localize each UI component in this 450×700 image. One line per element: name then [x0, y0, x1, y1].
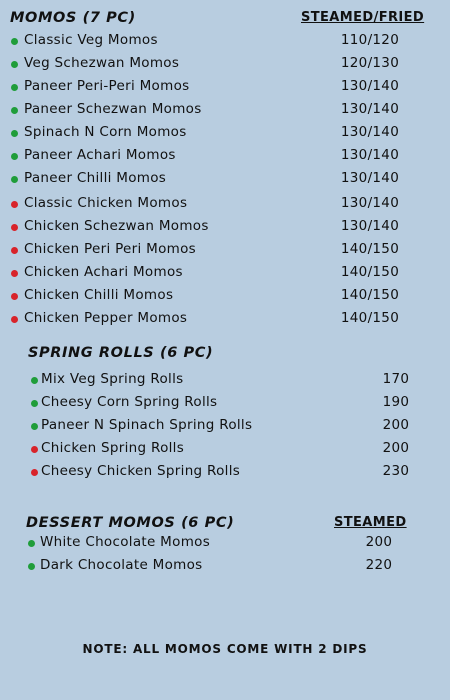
veg-dot-icon — [11, 153, 18, 160]
item-price: 200 — [382, 440, 410, 456]
menu-item — [0, 371, 450, 394]
menu-item — [0, 170, 450, 193]
item-price: 190 — [382, 394, 410, 410]
item-price: 130/140 — [340, 147, 400, 163]
item-name: Mix Veg Spring Rolls — [41, 371, 184, 387]
veg-dot-icon — [11, 84, 18, 91]
spring-rolls-list — [0, 371, 450, 486]
nonveg-dot-icon — [11, 201, 18, 208]
item-name: Paneer N Spinach Spring Rolls — [41, 417, 253, 433]
item-price: 130/140 — [340, 170, 400, 186]
veg-dot-icon — [28, 563, 35, 570]
item-price: 130/140 — [340, 195, 400, 211]
menu-item — [0, 534, 450, 557]
nonveg-dot-icon — [11, 247, 18, 254]
item-name: Classic Chicken Momos — [24, 195, 188, 211]
item-price: 140/150 — [340, 287, 400, 303]
menu-item — [0, 463, 450, 486]
item-name: Chicken Peri Peri Momos — [24, 241, 197, 257]
nonveg-dot-icon — [11, 270, 18, 277]
menu-item — [0, 310, 450, 333]
item-price: 130/140 — [340, 218, 400, 234]
veg-dot-icon — [31, 377, 38, 384]
item-name: Paneer Achari Momos — [24, 147, 176, 163]
veg-dot-icon — [11, 61, 18, 68]
momos-section — [0, 10, 450, 333]
item-price: 130/140 — [340, 124, 400, 140]
item-price: 200 — [365, 534, 393, 550]
veg-dot-icon — [31, 423, 38, 430]
veg-dot-icon — [11, 130, 18, 137]
nonveg-dot-icon — [31, 469, 38, 476]
menu-item — [0, 218, 450, 241]
momos-title: MOMOS (7 PC) — [10, 10, 136, 26]
item-name: Paneer Chilli Momos — [24, 170, 167, 186]
item-name: Cheesy Corn Spring Rolls — [41, 394, 218, 410]
veg-dot-icon — [11, 38, 18, 45]
item-name: Veg Schezwan Momos — [24, 55, 180, 71]
menu-item — [0, 241, 450, 264]
nonveg-dot-icon — [31, 446, 38, 453]
spring-rolls-title: SPRING ROLLS (6 PC) — [28, 345, 214, 361]
item-name: Classic Veg Momos — [24, 32, 158, 48]
momos-column-header: STEAMED/FRIED — [301, 10, 425, 25]
spring-rolls-section — [0, 345, 450, 486]
menu-item — [0, 147, 450, 170]
momos-header — [0, 10, 450, 32]
veg-dot-icon — [28, 540, 35, 547]
menu-item — [0, 32, 450, 55]
item-name: Chicken Schezwan Momos — [24, 218, 209, 234]
item-name: Dark Chocolate Momos — [40, 557, 203, 573]
nonveg-dot-icon — [11, 224, 18, 231]
menu-item — [0, 55, 450, 78]
menu-item — [0, 394, 450, 417]
spring-rolls-header — [0, 345, 450, 371]
momos-list — [0, 32, 450, 333]
dessert-momos-list — [0, 534, 450, 580]
item-price: 200 — [382, 417, 410, 433]
item-price: 230 — [382, 463, 410, 479]
item-price: 130/140 — [340, 78, 400, 94]
nonveg-dot-icon — [11, 293, 18, 300]
item-name: Chicken Achari Momos — [24, 264, 183, 280]
dips-note: NOTE: ALL MOMOS COME WITH 2 DIPS — [82, 642, 368, 656]
dessert-momos-section — [0, 515, 450, 580]
item-price: 140/150 — [340, 264, 400, 280]
dessert-momos-header — [0, 515, 450, 534]
item-price: 220 — [365, 557, 393, 573]
item-price: 120/130 — [340, 55, 400, 71]
item-price: 140/150 — [340, 241, 400, 257]
item-price: 130/140 — [340, 101, 400, 117]
item-name: Chicken Spring Rolls — [41, 440, 185, 456]
veg-dot-icon — [11, 176, 18, 183]
menu-item — [0, 78, 450, 101]
item-name: Cheesy Chicken Spring Rolls — [41, 463, 241, 479]
menu-item — [0, 417, 450, 440]
item-price: 170 — [382, 371, 410, 387]
item-name: Chicken Chilli Momos — [24, 287, 174, 303]
menu-item — [0, 557, 450, 580]
item-name: Paneer Schezwan Momos — [24, 101, 202, 117]
dessert-momos-column-header: STEAMED — [334, 515, 407, 530]
veg-dot-icon — [11, 107, 18, 114]
menu-item — [0, 440, 450, 463]
menu-item — [0, 287, 450, 310]
menu-item — [0, 101, 450, 124]
item-name: White Chocolate Momos — [40, 534, 211, 550]
menu-item — [0, 195, 450, 218]
menu-item — [0, 124, 450, 147]
nonveg-dot-icon — [11, 316, 18, 323]
item-name: Chicken Pepper Momos — [24, 310, 188, 326]
item-name: Spinach N Corn Momos — [24, 124, 187, 140]
item-price: 140/150 — [340, 310, 400, 326]
dessert-momos-title: DESSERT MOMOS (6 PC) — [26, 515, 235, 531]
menu-item — [0, 264, 450, 287]
veg-dot-icon — [31, 400, 38, 407]
item-price: 110/120 — [340, 32, 400, 48]
item-name: Paneer Peri-Peri Momos — [24, 78, 190, 94]
